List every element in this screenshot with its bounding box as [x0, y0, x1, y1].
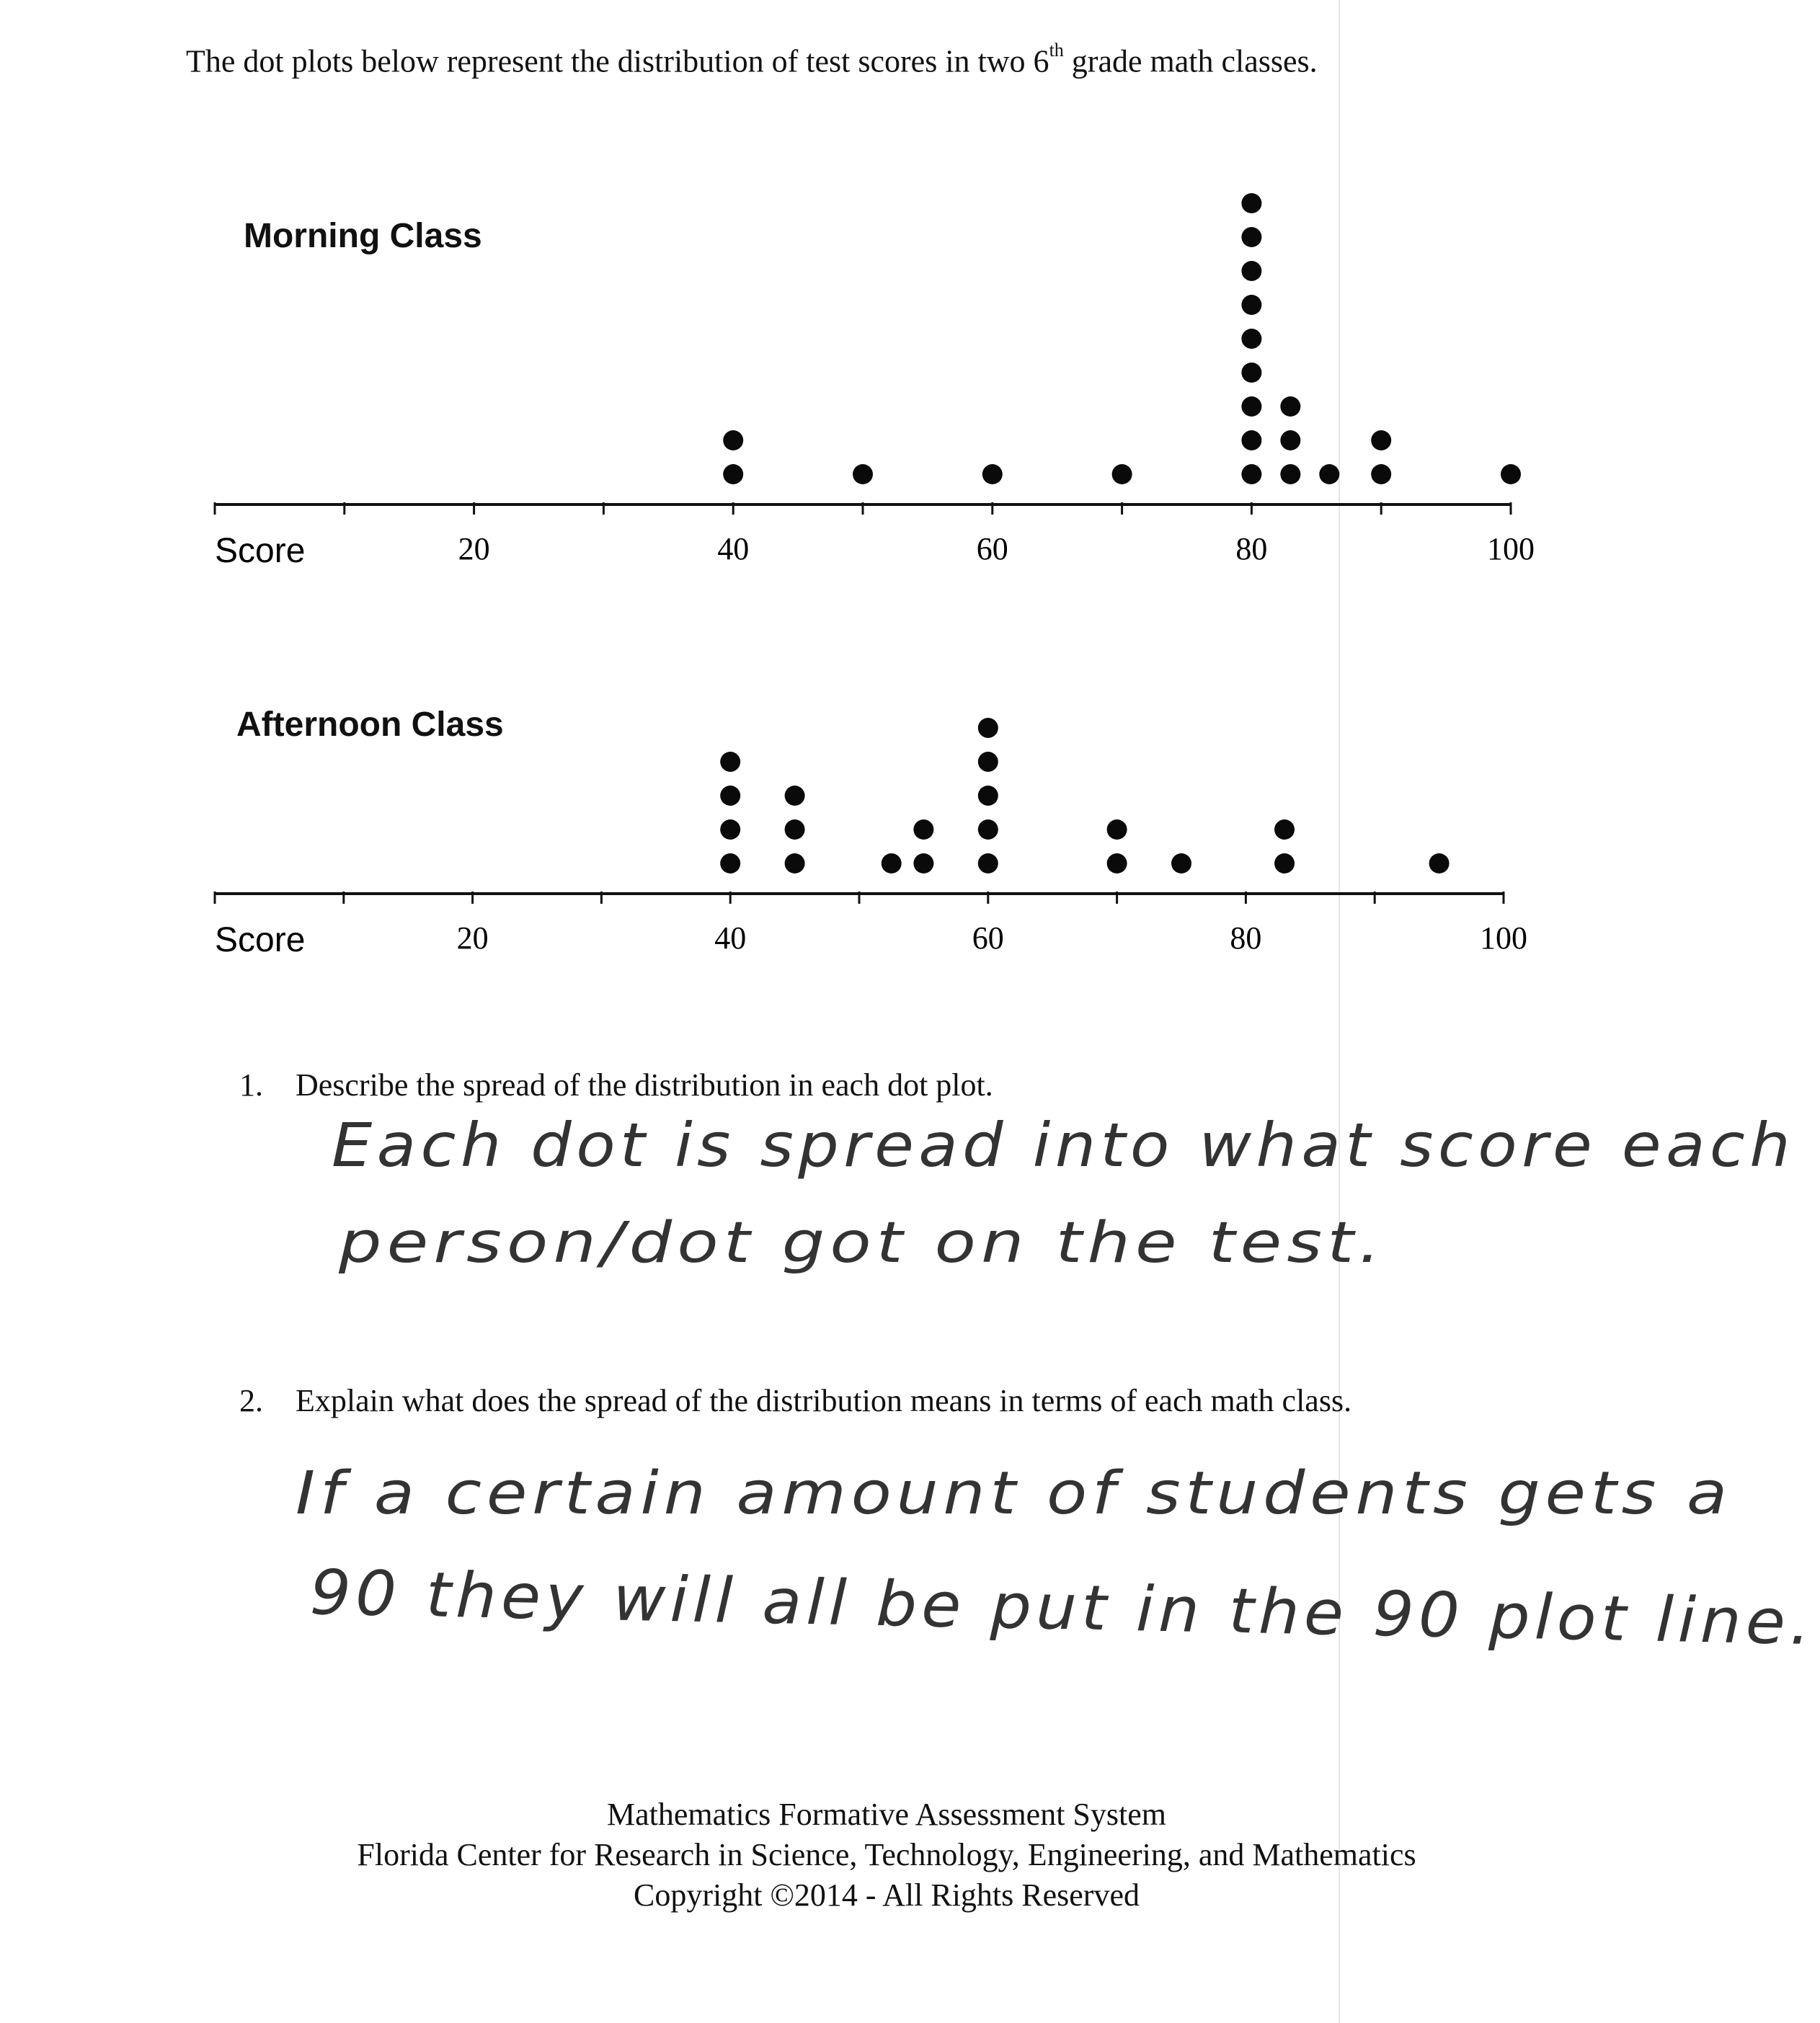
x-axis-label: Score [215, 532, 306, 570]
tick-label-60: 60 [976, 531, 1008, 566]
dot-point [978, 853, 998, 873]
intro-text [186, 29, 1772, 88]
question-2-number: 2. [239, 1383, 263, 1418]
dot-point [1371, 464, 1391, 484]
answer-2-line-1: If a certain amount of students gets a [296, 1459, 1732, 1528]
tick-label-80: 80 [1230, 920, 1262, 956]
dot-point [1501, 464, 1521, 484]
dot-point [1274, 853, 1295, 873]
dot-point [723, 430, 743, 450]
footer-line-2: Florida Center for Research in Science, Technology, Engineering, and Mathematics [357, 1837, 1416, 1872]
afternoon-plot-title: Afternoon Class [236, 706, 504, 744]
dot-point [1280, 464, 1300, 484]
dot-point [1241, 261, 1261, 281]
dot-point [1241, 430, 1261, 450]
question-1-number: 1. [239, 1067, 263, 1103]
dot-point [785, 786, 805, 806]
dot-point [978, 786, 998, 806]
dot-point [1241, 396, 1261, 417]
dot-point [982, 464, 1003, 484]
dot-point [1241, 464, 1261, 484]
dot-point [720, 819, 740, 840]
dot-point [882, 853, 902, 873]
dot-point [978, 752, 998, 772]
dot-point [1274, 819, 1295, 840]
x-axis-label: Score [215, 921, 306, 959]
answer-2-line-2: 90 they will all be put in the 90 plot line. [308, 1557, 1816, 1660]
dot-point [1280, 430, 1300, 450]
answer-1-line-2: person/dot got on the test. [339, 1211, 1386, 1276]
question-1-text: Describe the spread of the distribution in each dot plot. [296, 1067, 993, 1103]
dot-point [1241, 329, 1261, 349]
dot-point [978, 819, 998, 840]
afternoon-dot-plot [0, 692, 1820, 966]
dot-point [1112, 464, 1132, 484]
dot-point [1107, 853, 1127, 873]
dot-point [913, 819, 933, 840]
dot-point [853, 464, 873, 484]
dot-point [1319, 464, 1339, 484]
dot-point [720, 752, 740, 772]
dot-point [1241, 363, 1261, 383]
tick-label-80: 80 [1235, 531, 1268, 566]
intro-superscript: th [1049, 40, 1064, 61]
tick-label-100: 100 [1487, 531, 1535, 566]
dot-point [1371, 430, 1391, 450]
intro-suffix: grade math classes. [1063, 43, 1318, 79]
dot-point [1241, 193, 1261, 213]
morning-plot-title: Morning Class [244, 217, 482, 255]
dot-point [1171, 853, 1191, 873]
question-2-text: Explain what does the spread of the distribution means in terms of each math class. [296, 1383, 1352, 1418]
dot-point [978, 718, 998, 738]
dot-point [913, 853, 933, 873]
dot-point [785, 853, 805, 873]
tick-label-20: 20 [458, 531, 490, 566]
question-1 [239, 1067, 993, 1103]
answer-1-line-1: Each dot is spread into what score each [332, 1110, 1795, 1181]
tick-label-20: 20 [456, 920, 489, 956]
dot-point [1241, 295, 1261, 315]
question-2 [239, 1382, 1351, 1419]
tick-label-100: 100 [1480, 920, 1527, 956]
tick-label-60: 60 [972, 920, 1004, 956]
dot-point [1280, 396, 1300, 417]
dot-point [720, 786, 740, 806]
intro-prefix: The dot plots below represent the distribution of test scores in two 6 [186, 43, 1049, 79]
dot-point [785, 819, 805, 840]
dot-point [723, 464, 743, 484]
footer-line-3: Copyright ©2014 - All Rights Reserved [634, 1877, 1140, 1913]
morning-dot-plot [0, 187, 1820, 591]
dot-point [720, 853, 740, 873]
dot-point [1241, 227, 1261, 247]
dot-point [1429, 853, 1450, 873]
footer-line-1: Mathematics Formative Assessment System [606, 1797, 1167, 1832]
dot-point [1107, 819, 1127, 840]
tick-label-40: 40 [717, 531, 750, 566]
tick-label-40: 40 [714, 920, 747, 956]
